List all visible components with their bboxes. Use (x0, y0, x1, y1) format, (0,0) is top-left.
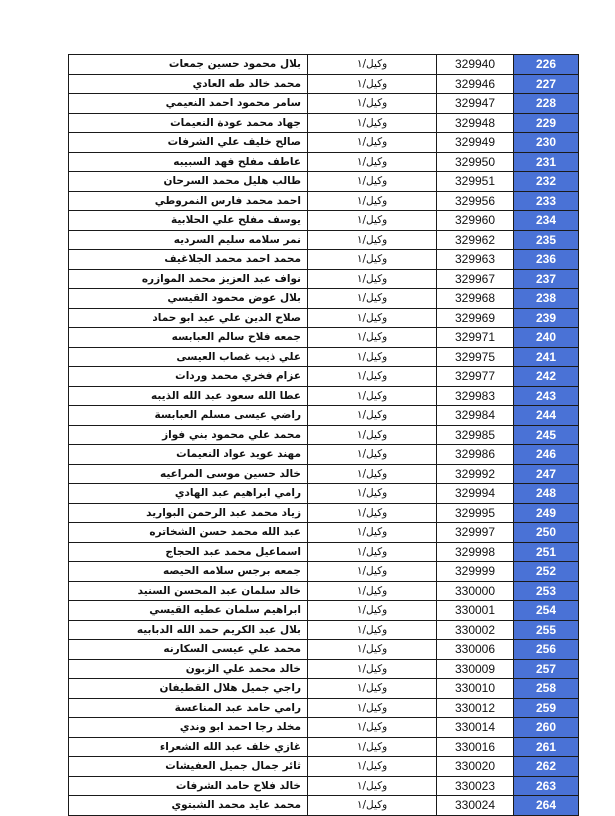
name-cell: عطا الله سعود عبد الله الذيبه (69, 386, 308, 406)
personnel-table (68, 54, 579, 816)
name-cell: جهاد محمد عودة النعيمات (69, 113, 308, 133)
table-row (69, 601, 579, 621)
table-row (69, 640, 579, 660)
table-row (69, 386, 579, 406)
sequence-number-cell: 263 (514, 776, 579, 796)
rank-cell: وكيل/١ (308, 386, 437, 406)
table-row (69, 718, 579, 738)
sequence-number-cell: 236 (514, 250, 579, 270)
sequence-number-cell: 256 (514, 640, 579, 660)
rank-cell: وكيل/١ (308, 737, 437, 757)
table-row (69, 230, 579, 250)
rank-cell: وكيل/١ (308, 308, 437, 328)
id-number-cell: 329948 (437, 113, 514, 133)
table-row (69, 172, 579, 192)
name-cell: ثائر جمال جميل العفيشات (69, 757, 308, 777)
rank-cell: وكيل/١ (308, 250, 437, 270)
table-row (69, 191, 579, 211)
name-cell: نواف عبد العزيز محمد الموازره (69, 269, 308, 289)
rank-cell: وكيل/١ (308, 484, 437, 504)
sequence-number-cell: 240 (514, 328, 579, 348)
rank-cell: وكيل/١ (308, 133, 437, 153)
name-cell: محمد عايد محمد الشبتوي (69, 796, 308, 816)
sequence-number-cell: 249 (514, 503, 579, 523)
table-row (69, 94, 579, 114)
id-number-cell: 329968 (437, 289, 514, 309)
name-cell: راضي عيسى مسلم العبابسة (69, 406, 308, 426)
table-row (69, 55, 579, 75)
name-cell: صالح خليف علي الشرفات (69, 133, 308, 153)
name-cell: احمد محمد فارس النمروطي (69, 191, 308, 211)
id-number-cell: 330009 (437, 659, 514, 679)
sequence-number-cell: 250 (514, 523, 579, 543)
rank-cell: وكيل/١ (308, 172, 437, 192)
rank-cell: وكيل/١ (308, 191, 437, 211)
sequence-number-cell: 251 (514, 542, 579, 562)
id-number-cell: 329969 (437, 308, 514, 328)
id-number-cell: 329963 (437, 250, 514, 270)
name-cell: علي ذيب غصاب العيسى (69, 347, 308, 367)
rank-cell: وكيل/١ (308, 581, 437, 601)
name-cell: سامر محمود احمد النعيمي (69, 94, 308, 114)
sequence-number-cell: 234 (514, 211, 579, 231)
rank-cell: وكيل/١ (308, 679, 437, 699)
name-cell: غازي خلف عبد الله الشعراء (69, 737, 308, 757)
name-cell: محمد احمد محمد الجلاغيف (69, 250, 308, 270)
name-cell: راجي جميل هلال القطيفان (69, 679, 308, 699)
id-number-cell: 329967 (437, 269, 514, 289)
table-row (69, 737, 579, 757)
rank-cell: وكيل/١ (308, 542, 437, 562)
id-number-cell: 330016 (437, 737, 514, 757)
rank-cell: وكيل/١ (308, 718, 437, 738)
rank-cell: وكيل/١ (308, 776, 437, 796)
name-cell: عبد الله محمد حسن الشخاتره (69, 523, 308, 543)
name-cell: عاطف مفلح فهد السبيبه (69, 152, 308, 172)
sequence-number-cell: 228 (514, 94, 579, 114)
name-cell: بلال عوض محمود القيسي (69, 289, 308, 309)
rank-cell: وكيل/١ (308, 406, 437, 426)
table-row (69, 698, 579, 718)
name-cell: جمعه فلاح سالم العبابسه (69, 328, 308, 348)
id-number-cell: 329985 (437, 425, 514, 445)
id-number-cell: 329999 (437, 562, 514, 582)
sequence-number-cell: 257 (514, 659, 579, 679)
table-row (69, 562, 579, 582)
sequence-number-cell: 244 (514, 406, 579, 426)
table-row (69, 211, 579, 231)
rank-cell: وكيل/١ (308, 289, 437, 309)
table-row (69, 581, 579, 601)
table-row (69, 796, 579, 816)
name-cell: عزام فخري محمد وردات (69, 367, 308, 387)
name-cell: خالد محمد علي الزبون (69, 659, 308, 679)
sequence-number-cell: 235 (514, 230, 579, 250)
name-cell: يوسف مفلح علي الحلابية (69, 211, 308, 231)
table-row (69, 74, 579, 94)
table-row (69, 250, 579, 270)
sequence-number-cell: 252 (514, 562, 579, 582)
rank-cell: وكيل/١ (308, 562, 437, 582)
name-cell: بلال محمود حسين جمعات (69, 55, 308, 75)
name-cell: طالب هليل محمد السرحان (69, 172, 308, 192)
id-number-cell: 330001 (437, 601, 514, 621)
table-row (69, 620, 579, 640)
table-row (69, 289, 579, 309)
name-cell: خالد حسين موسى المراعيه (69, 464, 308, 484)
id-number-cell: 329940 (437, 55, 514, 75)
id-number-cell: 329946 (437, 74, 514, 94)
sequence-number-cell: 226 (514, 55, 579, 75)
id-number-cell: 329971 (437, 328, 514, 348)
rank-cell: وكيل/١ (308, 74, 437, 94)
table-row (69, 308, 579, 328)
rank-cell: وكيل/١ (308, 601, 437, 621)
rank-cell: وكيل/١ (308, 328, 437, 348)
sequence-number-cell: 261 (514, 737, 579, 757)
table-row (69, 445, 579, 465)
table-row (69, 757, 579, 777)
rank-cell: وكيل/١ (308, 94, 437, 114)
sequence-number-cell: 243 (514, 386, 579, 406)
name-cell: رامي حامد عبد المناعسة (69, 698, 308, 718)
name-cell: رامي ابراهيم عبد الهادي (69, 484, 308, 504)
table-body (69, 55, 579, 816)
rank-cell: وكيل/١ (308, 269, 437, 289)
name-cell: بلال عبد الكريم حمد الله الدبابيه (69, 620, 308, 640)
name-cell: محمد خالد طه العادي (69, 74, 308, 94)
id-number-cell: 330002 (437, 620, 514, 640)
id-number-cell: 329962 (437, 230, 514, 250)
table-row (69, 679, 579, 699)
id-number-cell: 329995 (437, 503, 514, 523)
sequence-number-cell: 260 (514, 718, 579, 738)
id-number-cell: 330020 (437, 757, 514, 777)
sequence-number-cell: 237 (514, 269, 579, 289)
id-number-cell: 330010 (437, 679, 514, 699)
id-number-cell: 330012 (437, 698, 514, 718)
id-number-cell: 330024 (437, 796, 514, 816)
id-number-cell: 330023 (437, 776, 514, 796)
id-number-cell: 329977 (437, 367, 514, 387)
rank-cell: وكيل/١ (308, 230, 437, 250)
id-number-cell: 329994 (437, 484, 514, 504)
name-cell: مهند عويد عواد النعيمات (69, 445, 308, 465)
name-cell: جمعه برجس سلامه الحيصه (69, 562, 308, 582)
sequence-number-cell: 262 (514, 757, 579, 777)
id-number-cell: 330000 (437, 581, 514, 601)
table-row (69, 776, 579, 796)
table-row (69, 269, 579, 289)
sequence-number-cell: 255 (514, 620, 579, 640)
sequence-number-cell: 238 (514, 289, 579, 309)
name-cell: مخلد رجا احمد ابو وندي (69, 718, 308, 738)
rank-cell: وكيل/١ (308, 445, 437, 465)
rank-cell: وكيل/١ (308, 523, 437, 543)
table-row (69, 542, 579, 562)
rank-cell: وكيل/١ (308, 757, 437, 777)
table-row (69, 328, 579, 348)
sequence-number-cell: 231 (514, 152, 579, 172)
id-number-cell: 330014 (437, 718, 514, 738)
rank-cell: وكيل/١ (308, 640, 437, 660)
sequence-number-cell: 242 (514, 367, 579, 387)
sequence-number-cell: 253 (514, 581, 579, 601)
sequence-number-cell: 254 (514, 601, 579, 621)
id-number-cell: 329960 (437, 211, 514, 231)
id-number-cell: 329992 (437, 464, 514, 484)
sequence-number-cell: 227 (514, 74, 579, 94)
sequence-number-cell: 248 (514, 484, 579, 504)
sequence-number-cell: 230 (514, 133, 579, 153)
name-cell: خالد فلاح حامد الشرفات (69, 776, 308, 796)
table-row (69, 425, 579, 445)
name-cell: ابراهيم سلمان عطيه القيسي (69, 601, 308, 621)
rank-cell: وكيل/١ (308, 620, 437, 640)
sequence-number-cell: 229 (514, 113, 579, 133)
id-number-cell: 329947 (437, 94, 514, 114)
table-row (69, 347, 579, 367)
name-cell: خالد سلمان عبد المحسن السنيد (69, 581, 308, 601)
id-number-cell: 329997 (437, 523, 514, 543)
sequence-number-cell: 239 (514, 308, 579, 328)
table-row (69, 152, 579, 172)
rank-cell: وكيل/١ (308, 464, 437, 484)
sequence-number-cell: 264 (514, 796, 579, 816)
table-row (69, 523, 579, 543)
table-row (69, 367, 579, 387)
sequence-number-cell: 232 (514, 172, 579, 192)
name-cell: محمد علي عيسى السكارنه (69, 640, 308, 660)
table-row (69, 406, 579, 426)
rank-cell: وكيل/١ (308, 211, 437, 231)
rank-cell: وكيل/١ (308, 796, 437, 816)
name-cell: زياد محمد عبد الرحمن البواريد (69, 503, 308, 523)
table-row (69, 464, 579, 484)
name-cell: محمد علي محمود بني فواز (69, 425, 308, 445)
rank-cell: وكيل/١ (308, 55, 437, 75)
id-number-cell: 329975 (437, 347, 514, 367)
sequence-number-cell: 241 (514, 347, 579, 367)
sequence-number-cell: 259 (514, 698, 579, 718)
name-cell: صلاح الدين علي عيد ابو حماد (69, 308, 308, 328)
id-number-cell: 329956 (437, 191, 514, 211)
table-row (69, 484, 579, 504)
sequence-number-cell: 233 (514, 191, 579, 211)
rank-cell: وكيل/١ (308, 152, 437, 172)
id-number-cell: 329950 (437, 152, 514, 172)
rank-cell: وكيل/١ (308, 113, 437, 133)
sequence-number-cell: 245 (514, 425, 579, 445)
sequence-number-cell: 246 (514, 445, 579, 465)
id-number-cell: 329998 (437, 542, 514, 562)
table-row (69, 113, 579, 133)
name-cell: نمر سلامه سليم السرديه (69, 230, 308, 250)
id-number-cell: 330006 (437, 640, 514, 660)
sequence-number-cell: 247 (514, 464, 579, 484)
table-row (69, 133, 579, 153)
id-number-cell: 329949 (437, 133, 514, 153)
sequence-number-cell: 258 (514, 679, 579, 699)
table-row (69, 659, 579, 679)
rank-cell: وكيل/١ (308, 425, 437, 445)
rank-cell: وكيل/١ (308, 503, 437, 523)
id-number-cell: 329951 (437, 172, 514, 192)
table-row (69, 503, 579, 523)
id-number-cell: 329983 (437, 386, 514, 406)
rank-cell: وكيل/١ (308, 698, 437, 718)
name-cell: اسماعيل محمد عبد الحجاج (69, 542, 308, 562)
id-number-cell: 329986 (437, 445, 514, 465)
rank-cell: وكيل/١ (308, 347, 437, 367)
rank-cell: وكيل/١ (308, 367, 437, 387)
rank-cell: وكيل/١ (308, 659, 437, 679)
id-number-cell: 329984 (437, 406, 514, 426)
